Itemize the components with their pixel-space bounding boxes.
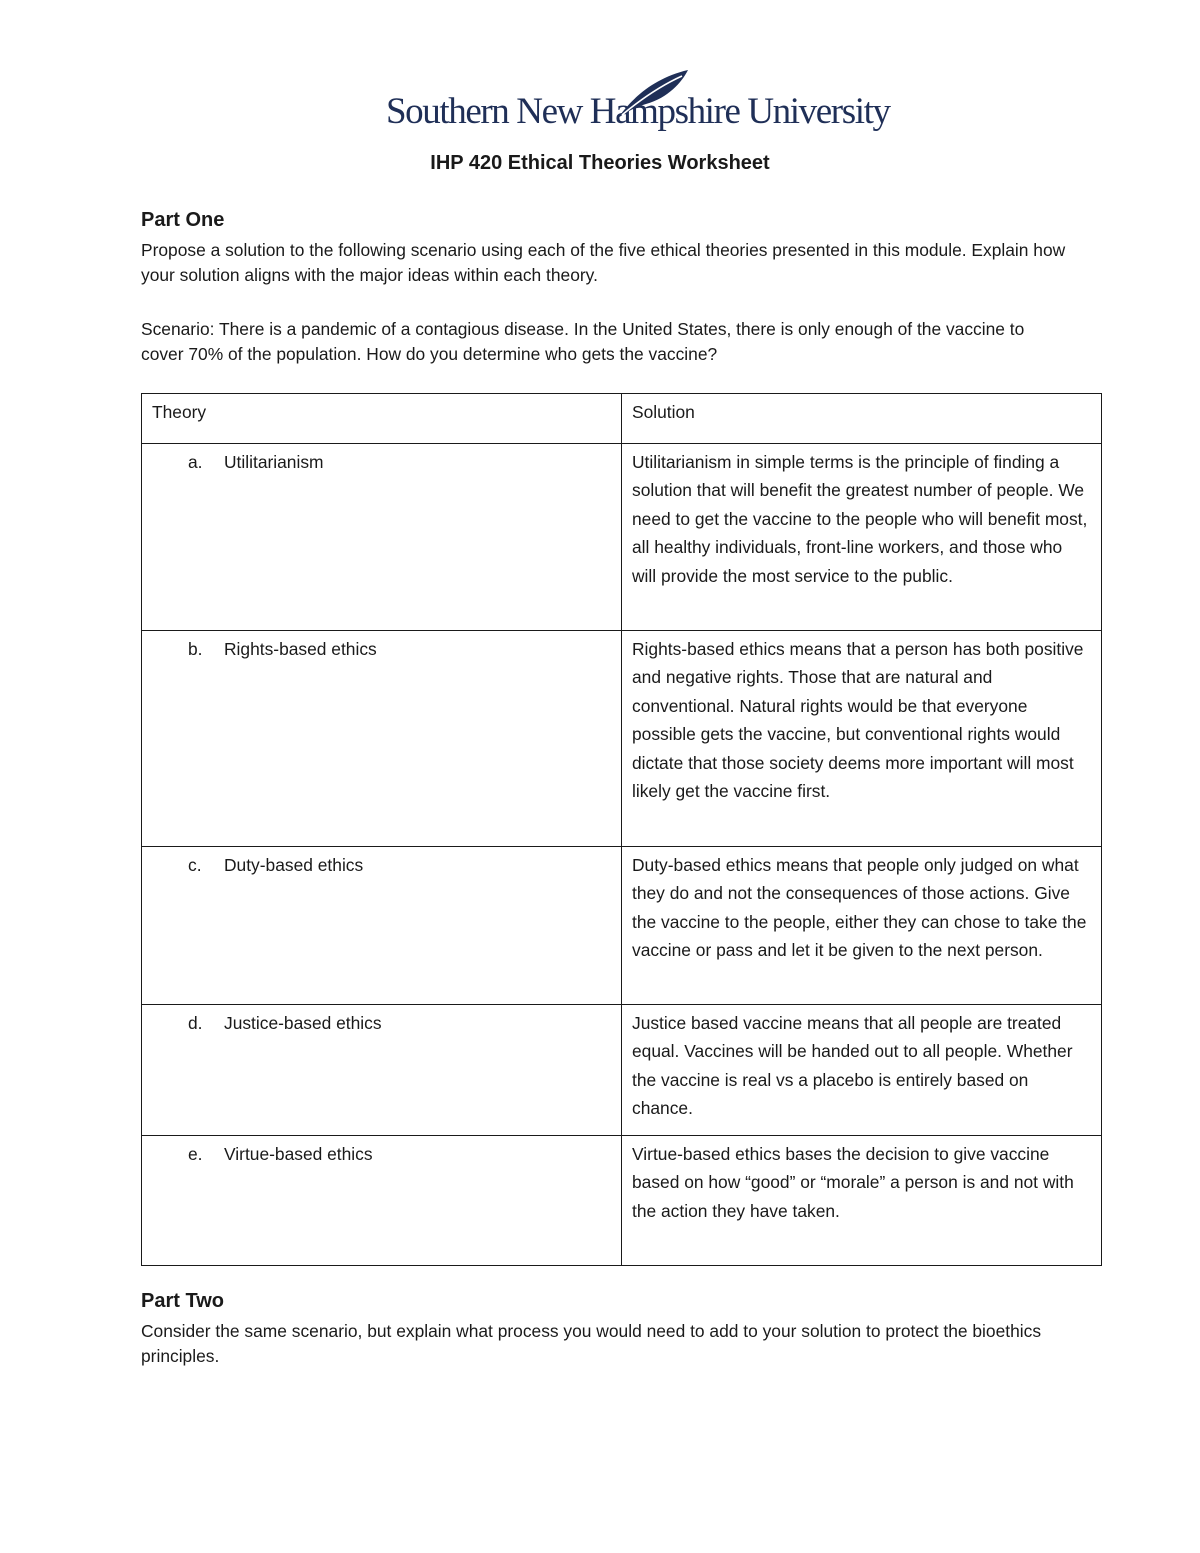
column-header-theory: Theory bbox=[142, 394, 622, 444]
theory-cell-utilitarianism bbox=[142, 444, 622, 631]
part-two-instructions: Consider the same scenario, but explain what process you would need to add to your solution to protect the bioethics principles. bbox=[141, 1321, 1042, 1366]
theory-cell-duty-based bbox=[142, 847, 622, 1005]
theory-letter: d. bbox=[188, 1013, 203, 1033]
theory-name: Justice-based ethics bbox=[224, 1013, 382, 1033]
table-row bbox=[142, 1136, 1102, 1266]
scenario-text: Scenario: There is a pandemic of a contagious disease. In the United States, there is only enough of the vaccine to cover 70% of the population. How do you determine who gets the vaccine? bbox=[141, 319, 1025, 364]
table-header-row bbox=[142, 394, 1102, 444]
column-header-solution: Solution bbox=[622, 394, 1102, 444]
table-row bbox=[142, 631, 1102, 847]
table-row bbox=[142, 1005, 1102, 1136]
theory-cell-justice-based bbox=[142, 1005, 622, 1136]
solution-cell: Utilitarianism in simple terms is the principle of finding a solution that will benefit the greatest number of people. We need to get the vaccine to the people who will benefit most, all healthy individuals, front-line workers, and those who will provide the most service to the public. bbox=[622, 444, 1102, 631]
solution-cell: Duty-based ethics means that people only judged on what they do and not the consequences of those actions. Give the vaccine to the people, either they can chose to take the vaccine or pass and let it be given to the next person. bbox=[622, 847, 1102, 1005]
theory-name: Duty-based ethics bbox=[224, 855, 364, 875]
theory-letter: b. bbox=[188, 639, 203, 659]
part-one-heading: Part One bbox=[141, 209, 225, 231]
leaf-icon bbox=[612, 68, 692, 122]
university-name: Southern New Hampshire University bbox=[386, 91, 890, 132]
theory-name: Rights-based ethics bbox=[224, 639, 377, 659]
table-row bbox=[142, 444, 1102, 631]
document-title: IHP 420 Ethical Theories Worksheet bbox=[430, 152, 770, 174]
part-one-instructions: Propose a solution to the following scenario using each of the five ethical theories presented in this module. Explain how your solution aligns with the major ideas within each theory. bbox=[141, 240, 1066, 285]
theory-name: Utilitarianism bbox=[224, 452, 324, 472]
solution-cell: Rights-based ethics means that a person has both positive and negative rights. Those that are natural and conventional. Natural rights would be that everyone possible gets the vaccine, but conventional rights would dictate that those society deems more important will most likely get the vaccine first. bbox=[622, 631, 1102, 847]
solution-cell: Justice based vaccine means that all people are treated equal. Vaccines will be handed out to all people. Whether the vaccine is real vs a placebo is entirely based on chance. bbox=[622, 1005, 1102, 1136]
theory-cell-rights-based bbox=[142, 631, 622, 847]
theory-letter: e. bbox=[188, 1144, 203, 1164]
theory-table bbox=[141, 393, 1102, 1266]
table-row bbox=[142, 847, 1102, 1005]
theory-letter: a. bbox=[188, 452, 203, 472]
solution-cell: Virtue-based ethics bases the decision to give vaccine based on how “good” or “morale” a person is and not with the action they have taken. bbox=[622, 1136, 1102, 1266]
university-logo bbox=[386, 68, 890, 140]
part-two-heading: Part Two bbox=[141, 1290, 224, 1312]
theory-letter: c. bbox=[188, 855, 202, 875]
theory-name: Virtue-based ethics bbox=[224, 1144, 373, 1164]
theory-cell-virtue-based bbox=[142, 1136, 622, 1266]
